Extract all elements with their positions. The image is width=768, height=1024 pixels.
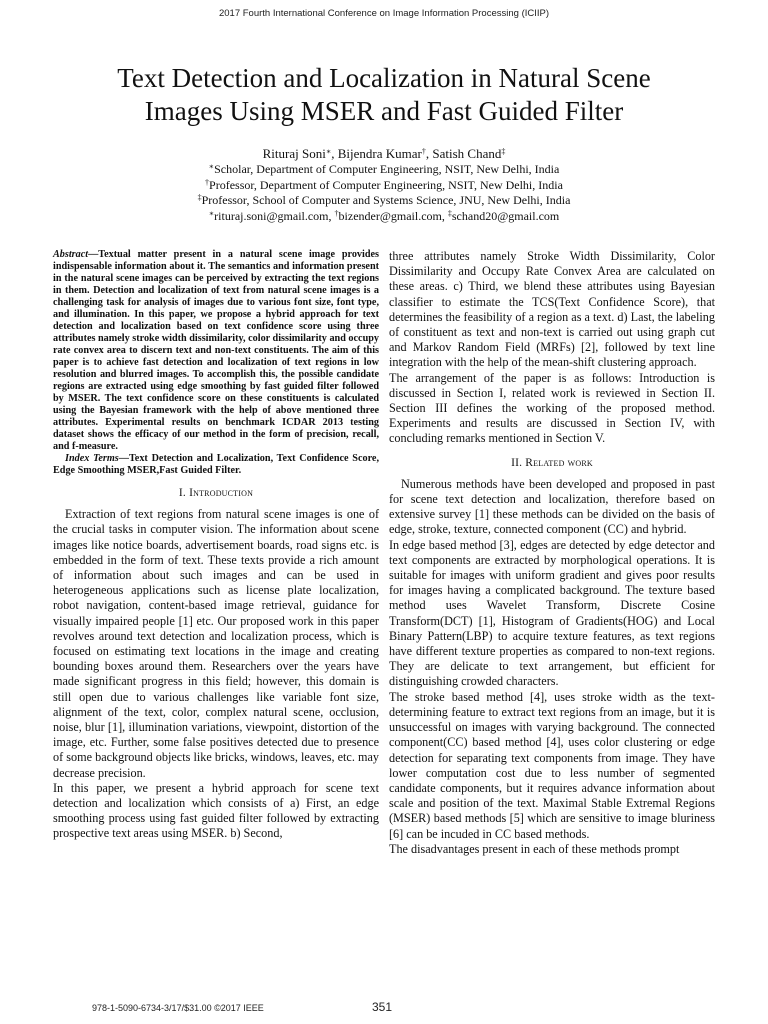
email-address[interactable]: schand20@gmail.com [451,208,560,223]
email-mark: † [334,208,339,218]
email-mark: ‡ [447,208,452,218]
related-paragraph: The stroke based method [4], uses stroke width as the text-determining feature to extract text regions from an image, but it is unsuccessful on images with varying background. The connected component(CC) based method [4], uses color clustering or edge detection for separating text components from image. They have lower computation cost due to less number of segmented candidate components, but it requires advance information about scale and position of the text. Maximal Stable Extremal Regions (MSER) based methods [5] which are sensitive to image bluriness [6] can be incuded in CC based methods. [389,689,715,841]
right-column [389,249,715,857]
related-paragraph: The disadvantages present in each of these methods prompt [389,841,680,856]
abstract-lead: Abstract [53,249,89,260]
section-heading-related-work: II. Related work [511,456,593,469]
intro-paragraph-continued: three attributes namely Stroke Width Dissimilarity, Color Dissimilarity and Occupy Rate Convex Area are calculated on these areas. c) Third, we blend these attributes using Bayesian classifier to estimate the TCS(Text Confidence Score), that determines the feasibility of a region as a text. d) Last, the labeling of constituent as text and non-text is carried out using graph cut and Markov Random Field (MRFs) [2], followed by text line integration with the help of the mean-shift clustering approach. [389,249,715,370]
author-list [60,144,708,163]
email-address[interactable]: rituraj.soni@gmail.com, [214,208,335,223]
footer-isbn: 978-1-5090-6734-3/17/$31.00 ©2017 IEEE [92,1003,264,1013]
affiliation-line [60,162,708,178]
affiliations [60,162,708,224]
section-heading-introduction: I. Introduction [178,487,254,499]
abstract-body: —Textual matter present in a natural scene image provides indispensable information about it. The semantics and information present in the natural scene images can be perceived by extracting the text regions in them. Detection and localization of text from natural scene images is a challenging task for analysis of images due to various font size, font type, and illumination. In this paper, we propose a hybrid approach for text detection and localization based on text confidence score using three attributes namely stroke width dissimilarity, color dissimilarity and occupy rate convex area to discern text and non-text constituents. The aim of this paper is to achieve fast detection and localization of text regions in low resolution and blurred images. To accomplish this, the possible candidate regions are extracted using edge smoothing by fast guided filter followed by MSER. The text confidence score on these constituents is calculated using the Bayesian framework with the help of above mentioned three attributes. Experimental results on benchmark ICDAR 2013 testing dataset shows the efficacy of our method in the form of precision, recall, and f-measure. [53,249,379,452]
author-name: Rituraj Soni [262,146,326,161]
related-paragraph: In edge based method [3], edges are detected by edge detector and text components are extracted by morphological operations. It is suitable for images with uniform gradient and gives poor results for images having a complicated background. The texture based method uses Wavelet Transform, Discrete Cosine Transform(DCT) [1], Histogram of Gradients(HOG) and Local Binary Pattern(LBP) to acquire texture features, as text regions have different texture properties as compared to non-text regions. They are delicate to text arrangement, but efficient for distinguishing crowded characters. [389,537,715,689]
author-mark: ∗ [325,147,332,156]
email-mark: ∗ [208,208,215,218]
page-number: 351 [372,1000,393,1014]
email-line [60,209,708,225]
affiliation-text: Scholar, Department of Computer Engineering, NSIT, New Delhi, India [214,162,560,176]
left-column [53,249,379,842]
intro-paragraph: Extraction of text regions from natural scene images is one of the crucial tasks in computer vision. The information about scene images like notice boards, advertisement boards, road signs etc. is embedded in the form of text. These texts provide a rich amount of information about such images and can be used in heterogeneous applications such as license plate localization, robot navigation, content-based image retrieval, guidance for visually impaired people [1] etc. Our proposed work in this paper revolves around text detection and localization process, which is focused on estimating text locations in the image and creating bounding boxes around them. Researchers over the years have made significant progress in this field; however, this domain is still open due to various challenges like variable font size, alignment of the text, color, complex natural scene, occlusion, noise, blur [1], illumination variations, viewpoint, distortion of the image, etc. Further, some false positives detected due to presence of some background objects like bricks, windows, leaves, etc. may decrease precision. [53,507,379,780]
paper-title-line-1: Text Detection and Localization in Natural Scene [117,63,651,93]
conference-header: 2017 Fourth International Conference on Image Information Processing (ICIIP) [218,8,550,19]
index-terms-body: —Text Detection and Localization, Text Confidence Score, Edge Smoothing MSER,Fast Guided Filter. [53,453,379,476]
related-paragraph: Numerous methods have been developed and proposed in past for scene text detection and localization, therefore based on extensive survey [1] these methods can be divided on the basis of edge, stroke, texture, connected component (CC) and hybrid. [389,476,715,537]
index-terms [53,453,379,477]
abstract [53,249,379,453]
affiliation-mark: ∗ [208,162,215,171]
affiliation-line [60,193,708,209]
affiliation-text: Professor, School of Computer and Systems Science, JNU, New Delhi, India [201,193,571,208]
affiliation-text: Professor, Department of Computer Engineering, NSIT, New Delhi, India [209,177,563,192]
author-name: Bijendra Kumar [337,146,422,161]
intro-paragraph: In this paper, we present a hybrid approach for scene text detection and localization which consists of a) First, an edge smoothing process using fast guided filter followed by extracting prospective text areas using MSER. b) Second, [53,780,379,841]
paper-title [40,62,728,128]
affiliation-line [60,178,708,194]
author-name: Satish Chand [432,146,502,161]
author-mark: † [421,147,426,156]
author-separator: , [425,146,433,161]
index-terms-lead: Index Terms [65,453,119,464]
paper-title-line-2: Images Using MSER and Fast Guided Filter [144,96,624,126]
intro-paragraph: The arrangement of the paper is as follows: Introduction is discussed in Section I, related work is reviewed in Section II. Section III defines the working of the proposed method. Experiments and results are discussed in Section IV, with concluding remarks mentioned in Section V. [389,370,715,446]
affiliation-mark: ‡ [197,193,202,203]
affiliation-mark: † [205,177,210,187]
email-address[interactable]: bizender@gmail.com, [338,208,448,223]
author-mark: ‡ [501,147,506,156]
author-separator: , [331,146,338,161]
